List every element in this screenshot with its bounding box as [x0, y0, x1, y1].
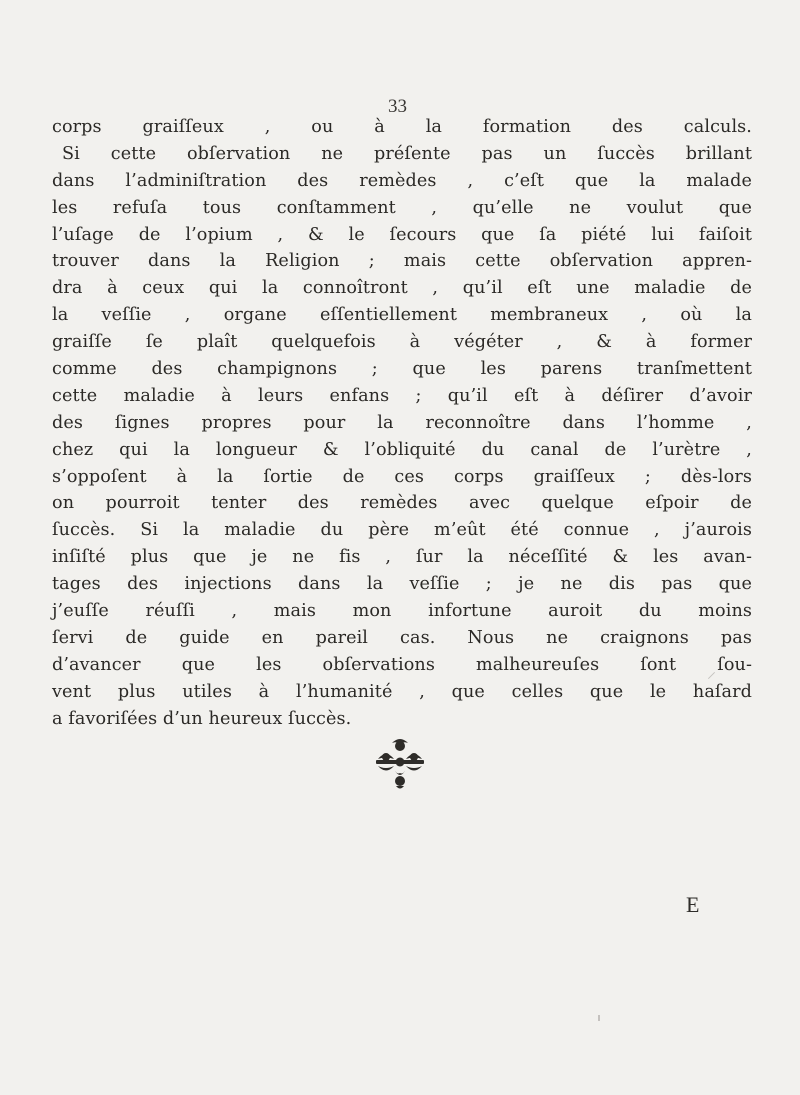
text-line: trouver dans la Religion ; mais cette obſervation appren-	[52, 251, 752, 272]
text-line: s’oppoſent à la ſortie de ces corps graiſſeux ; dès-lors	[52, 466, 752, 487]
text-line: cette maladie à leurs enfans ; qu’il eſt à déſirer d’avoir	[52, 385, 752, 406]
text-line: inſiſté plus que je ne fis , ſur la néceſſité & les avan-	[52, 547, 752, 568]
text-line: j’euſſe réuſſi , mais mon infortune auroit du moins	[52, 601, 752, 622]
text-line: corps graiſſeux , ou à la formation des calculs.	[52, 117, 752, 137]
text-line: des ſignes propres pour la reconnoître dans l’homme ,	[52, 412, 752, 433]
text-line: l’uſage de l’opium , & le ſecours que ſa piété lui faiſoit	[52, 224, 752, 245]
text-line: Si cette obſervation ne préſente pas un ſuccès brillant	[62, 143, 752, 164]
text-line: dra à ceux qui la connoîtront , qu’il eſt une maladie de	[52, 278, 752, 299]
text-line: ſervi de guide en pareil cas. Nous ne craignons pas	[52, 627, 752, 648]
text-line: chez qui la longueur & l’obliquité du canal de l’urètre ,	[52, 439, 752, 460]
text-line: graiſſe ſe plaît quelquefois à végéter , & à former	[52, 332, 752, 353]
text-line: d’avancer que les obſervations malheureuſes ſont ſou-	[52, 654, 752, 675]
text-line: vent plus utiles à l’humanité , que celles que le haſard	[52, 681, 752, 702]
fleuron-icon	[372, 735, 428, 791]
text-line: dans l’adminiſtration des remèdes , c’eſt que la malade	[52, 170, 752, 191]
text-line: on pourroit tenter des remèdes avec quelque eſpoir de	[52, 493, 752, 514]
text-line: comme des champignons ; que les parens tranſmettent	[52, 359, 752, 380]
text-line: ſuccès. Si la maladie du père m’eût été connue , j’aurois	[52, 520, 752, 541]
body-text	[52, 114, 752, 732]
page-speck	[598, 1015, 600, 1021]
text-line: la veſſie , organe eſſentiellement membraneux , où la	[52, 305, 752, 326]
text-line: a favoriſées d’un heureux ſuccès.	[52, 708, 352, 729]
signature-mark: E	[686, 892, 700, 917]
text-line: tages des injections dans la veſſie ; je ne dis pas que	[52, 574, 752, 595]
page-number: 33	[388, 96, 407, 117]
text-line: les refuſa tous conſtamment , qu’elle ne voulut que	[52, 197, 752, 218]
